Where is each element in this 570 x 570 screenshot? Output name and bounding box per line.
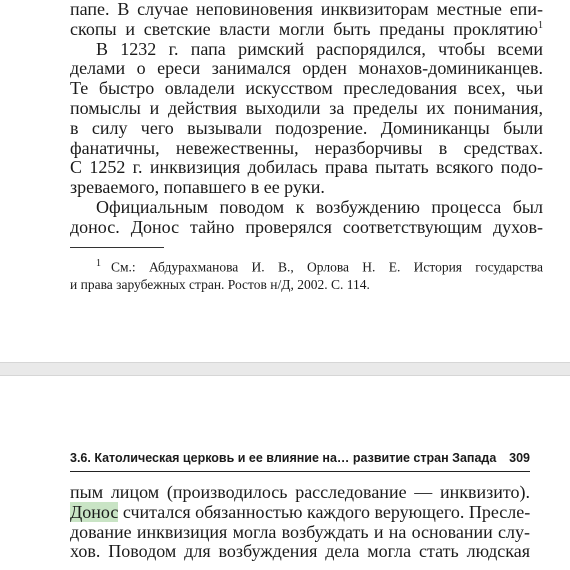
text-line: дование инквизиция могла возбуждать и на основании слу-: [70, 521, 530, 542]
text-line: помыслы и действия выходили за пределы их понимания,: [70, 97, 543, 118]
text-line: фанатичны, невежественны, неразборчивы в средствах.: [70, 137, 543, 158]
text-line: делами о ереси занимался орден монахов-доминиканцев.: [70, 58, 543, 79]
text-line: [70, 20, 543, 40]
top-page-text: [70, 0, 543, 238]
text-line: зреваемого, попавшего в ее руки.: [70, 177, 325, 198]
highlighted-word[interactable]: Донос: [70, 501, 119, 522]
text-line: В 1232 г. папа римский распорядился, чтобы всеми: [96, 38, 543, 59]
footnote: [70, 255, 543, 293]
text-line: Те быстро овладели искусством преследования всех, чьи: [70, 78, 543, 99]
footnote-text: См.: Абдурахманова И. В., Орлова Н. Е. История государства: [111, 259, 543, 275]
text-line: донос. Донос тайно проверялся соответствующим духов-: [70, 216, 543, 237]
text-line-content: скопы и светские власти могли быть преданы проклятию: [70, 18, 538, 39]
running-head-title: 3.6. Католическая церковь и ее влияние на… развитие стран Запада: [70, 451, 497, 465]
text-line: пым лицом (производилось расследование — инквизито).: [70, 482, 530, 502]
bottom-page-text: [70, 483, 530, 562]
footnote-line: [70, 255, 543, 276]
text-line: хов. Поводом для возбуждения дела могла стать людская: [70, 541, 530, 562]
text-line: в силу чего вызывали подозрение. Доминиканцы были: [70, 117, 543, 138]
page-separator: [0, 362, 570, 376]
text-line: [70, 503, 530, 523]
footnote-divider: [70, 247, 164, 248]
text-line: Официальным поводом к возбуждению процесса был: [96, 196, 543, 217]
footnote-line: и права зарубежных стран. Ростов н/Д, 2002. С. 114.: [70, 276, 370, 292]
text-line: папе. В случае неповиновения инквизиторам местные епи-: [70, 0, 543, 19]
text-line-content: считался обязанностью каждого верующего. Пресле-: [118, 501, 531, 522]
footnote-reference[interactable]: 1: [538, 19, 543, 31]
running-head: [70, 451, 530, 472]
footnote-marker: 1: [96, 258, 101, 269]
text-line: С 1252 г. инквизиция добилась права пытать всякого подо-: [70, 157, 543, 178]
page-number: 309: [509, 451, 530, 465]
